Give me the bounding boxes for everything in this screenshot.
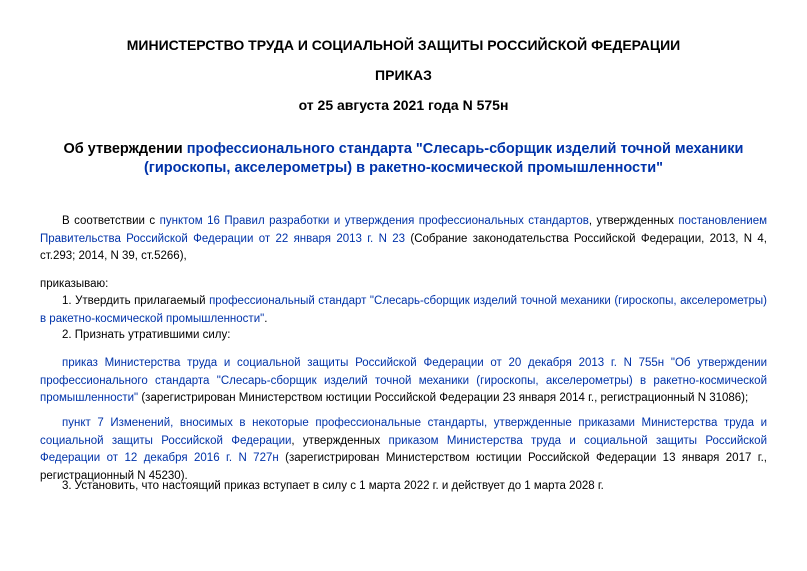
- title-prefix: Об утверждении: [63, 141, 187, 157]
- rules-point-16-link[interactable]: пунктом 16 Правил разработки и утверждения профессиональных стандартов: [159, 215, 589, 227]
- preamble-paragraph: [40, 213, 767, 266]
- clause-1-end: .: [264, 312, 268, 325]
- order-755n-link[interactable]: приказ Министерства труда и социальной защиты Российской Федерации от 20 декабря 2013 г. N 755н "Об утверждении профессионального стандарта "Слесарь-сборщик изделий точной механики (гироскопы, акселерометры) в ракетно-космической промышленности": [40, 357, 767, 404]
- government-decree-link[interactable]: постановлением Правительства Российской Федерации от 22 января 2013 г. N 23: [40, 215, 768, 245]
- order-727n-link[interactable]: приказом Министерства труда и социальной защиты Российской Федерации от 12 декабря 2016 г. N 727н: [40, 434, 767, 464]
- document-date-number: от 25 августа 2021 года N 575н: [298, 97, 509, 113]
- clause-1: [40, 293, 767, 328]
- clause-3: 3. Установить, что настоящий приказ вступает в силу с 1 марта 2022 г. и действует до 1 марта 2028 г.: [62, 480, 604, 492]
- repealed-item-paragraph: [40, 415, 767, 485]
- title-standard-link[interactable]: профессионального стандарта "Слесарь-сборщик изделий точной механики (гироскопы, акселерометры) в ракетно-космической промышленности": [143, 141, 744, 176]
- clause-1-text: 1. Утвердить прилагаемый: [62, 295, 210, 307]
- ministry-heading: МИНИСТЕРСТВО ТРУДА И СОЦИАЛЬНОЙ ЗАЩИТЫ РОССИЙСКОЙ ФЕДЕРАЦИИ: [126, 37, 681, 53]
- preamble-text-1: В соответствии с: [62, 215, 160, 227]
- preamble-text-3: (Собрание законодательства Российской Федерации, 2013, N 4, ст.293; 2014, N 39, ст.5266),: [40, 232, 767, 262]
- professional-standard-link[interactable]: профессиональный стандарт "Слесарь-сборщик изделий точной механики (гироскопы, акселерометры) в ракетно-космической промышленности": [40, 295, 767, 325]
- clause-2: 2. Признать утратившими силу:: [62, 329, 231, 341]
- document-type: ПРИКАЗ: [375, 67, 432, 83]
- repealed-order-paragraph: [40, 355, 767, 408]
- order-727n-registration: (зарегистрирован Министерством юстиции Российской Федерации 13 января 2017 г., регистрационный N 45230).: [40, 452, 767, 482]
- order-755n-registration: (зарегистрирован Министерством юстиции Российской Федерации 23 января 2014 г., регистрационный N 31086);: [138, 392, 749, 404]
- preamble-text-2: , утвержденных: [588, 215, 679, 227]
- document-title: [40, 140, 767, 178]
- changes-text: , утвержденных: [291, 434, 389, 447]
- changes-item-7-link[interactable]: пункт 7 Изменений, вносимых в некоторые профессиональные стандарты, утвержденные приказами Министерства труда и социальной защиты Российской Федерации: [40, 417, 767, 447]
- order-word: приказываю:: [40, 278, 109, 290]
